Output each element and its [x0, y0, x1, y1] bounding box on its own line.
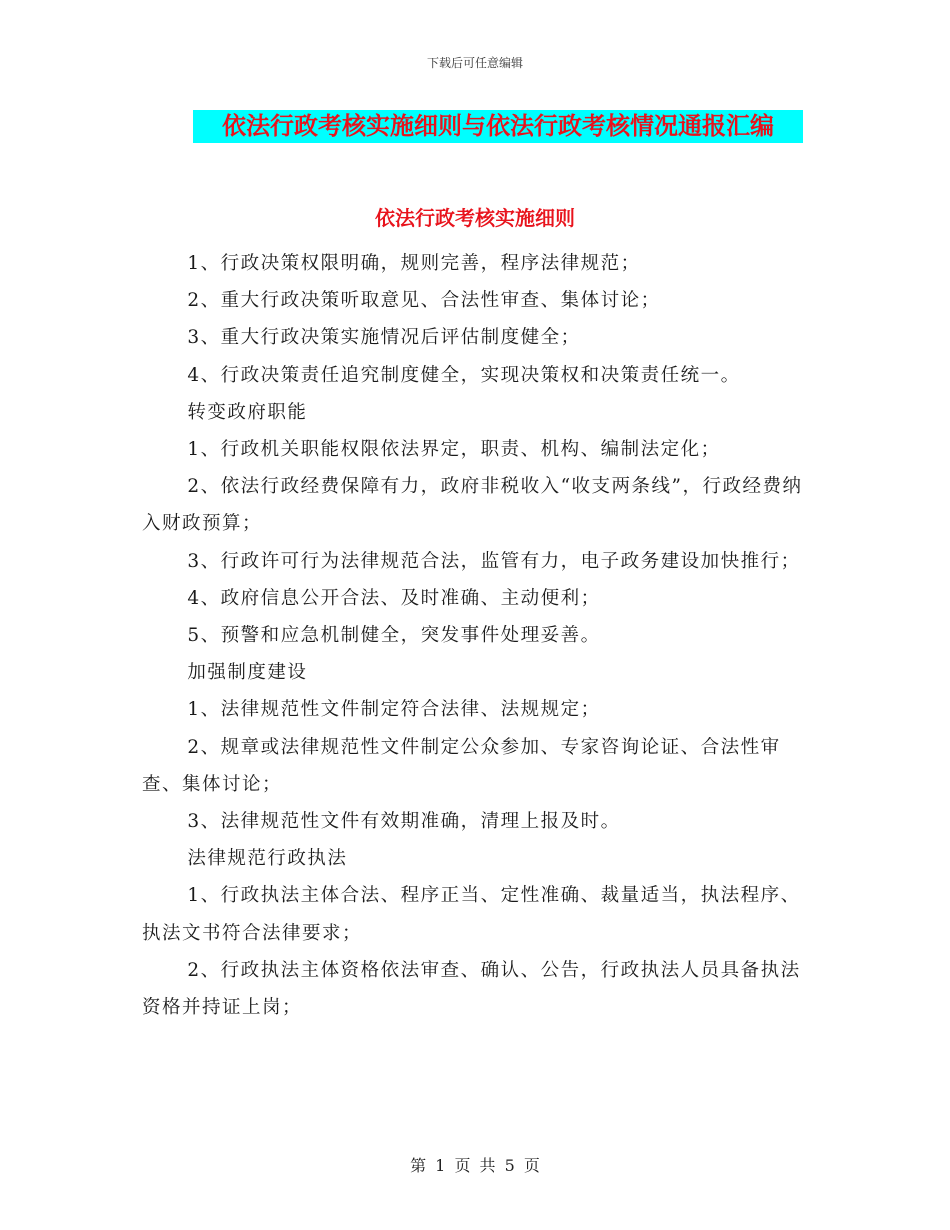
- paragraph: 1、行政机关职能权限依法界定，职责、机构、编制法定化；: [187, 439, 721, 461]
- paragraph: 2、行政执法主体资格依法审查、确认、公告，行政执法人员具备执法资格并持证上岗；: [142, 959, 801, 1019]
- document-body: [142, 245, 807, 1026]
- section-heading: 加强制度建设: [187, 662, 308, 684]
- section-heading: 转变政府职能: [187, 401, 308, 423]
- paragraph: 1、法律规范性文件制定符合法律、法规规定；: [187, 699, 601, 721]
- paragraph: 3、行政许可行为法律规范合法，监管有力，电子政务建设加快推行；: [187, 550, 801, 572]
- header-note: 下载后可任意编辑: [426, 56, 523, 70]
- paragraph: 1、行政执法主体合法、程序正当、定性准确、裁量适当，执法程序、执法文书符合法律要求；: [142, 885, 801, 944]
- paragraph: 2、规章或法律规范性文件制定公众参加、专家咨询论证、合法性审查、集体讨论；: [142, 736, 781, 795]
- paragraph: 2、重大行政决策听取意见、合法性审查、集体讨论；: [187, 290, 661, 312]
- section-title: 依法行政考核实施细则: [375, 206, 575, 230]
- paragraph: 1、行政决策权限明确，规则完善，程序法律规范；: [187, 253, 641, 274]
- paragraph: 3、重大行政决策实施情况后评估制度健全；: [187, 327, 581, 349]
- paragraph: 4、行政决策责任追究制度健全，实现决策权和决策责任统一。: [187, 364, 741, 386]
- page-number-footer: 第 1 页 共 5 页: [410, 1156, 540, 1175]
- document-main-title: 依法行政考核实施细则与依法行政考核情况通报汇编: [193, 110, 803, 143]
- paragraph: 2、依法行政经费保障有力，政府非税收入“收支两条线”，行政经费纳入财政预算；: [142, 476, 803, 535]
- paragraph: 3、法律规范性文件有效期准确，清理上报及时。: [187, 811, 621, 833]
- paragraph: 4、政府信息公开合法、及时准确、主动便利；: [187, 587, 601, 609]
- paragraph: 5、预警和应急机制健全，突发事件处理妥善。: [187, 625, 601, 647]
- section-heading: 法律规范行政执法: [187, 848, 348, 870]
